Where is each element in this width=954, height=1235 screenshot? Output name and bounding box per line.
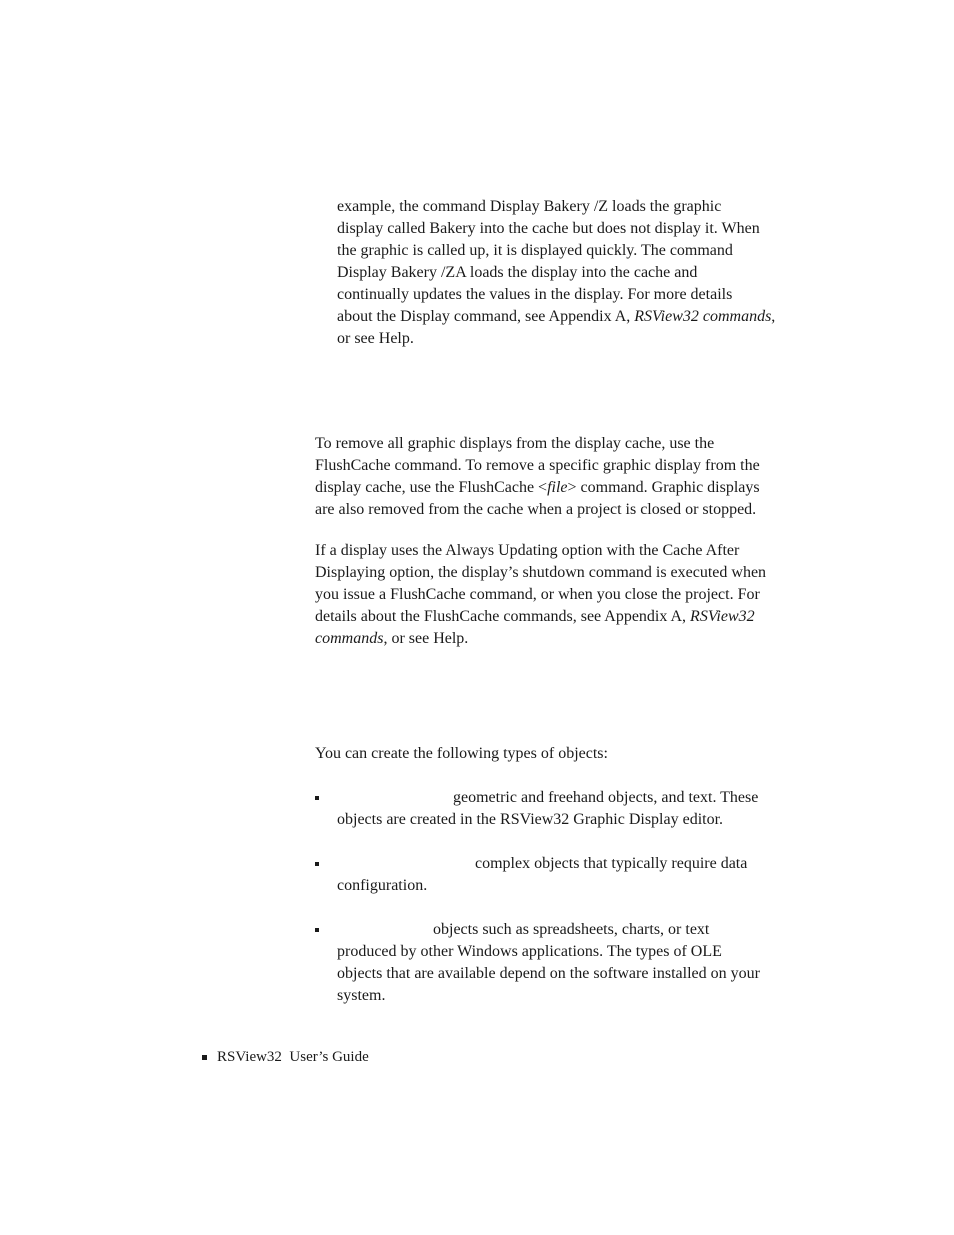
text-line: system. — [337, 987, 386, 1004]
text-line — [337, 787, 782, 809]
text-run: display cache, use the FlushCache < — [315, 479, 548, 496]
text-run: details about the FlushCache commands, see Appendix A, — [315, 608, 691, 625]
text-line — [315, 606, 785, 628]
text-line — [315, 477, 785, 499]
text-line: you issue a FlushCache command, or when you close the project. For — [315, 586, 760, 603]
text-line — [337, 306, 787, 328]
text-line: To remove all graphic displays from the display cache, use the — [315, 435, 715, 452]
page-footer: RSView32 User’s Guide — [217, 1049, 369, 1065]
text-line — [315, 628, 785, 650]
text-run: about the Display command, see Appendix A, — [337, 308, 635, 325]
paragraph-display-cache-example — [337, 196, 787, 350]
list-item — [337, 853, 782, 897]
text-line: configuration. — [337, 877, 428, 894]
list-item — [337, 919, 782, 1007]
text-line: produced by other Windows applications. The types of OLE — [337, 943, 722, 960]
text-line: objects that are available depend on the software installed on your — [337, 965, 760, 982]
text-line: the graphic is called up, it is displayed quickly. The command — [337, 242, 733, 259]
text-line — [337, 853, 782, 875]
text-line — [337, 919, 782, 941]
bullet-icon — [315, 928, 319, 932]
italic-reference: RSView32 commands — [634, 308, 772, 325]
text-run: > command. Graphic displays — [567, 479, 760, 496]
paragraph-remove-displays — [315, 433, 785, 521]
italic-reference: RSView32 — [690, 608, 755, 625]
text-line: continually updates the values in the display. For more details — [337, 286, 733, 303]
text-line: example, the command Display Bakery /Z loads the graphic — [337, 198, 722, 215]
bullet-icon — [315, 862, 319, 866]
italic-reference: commands — [315, 630, 384, 647]
text-line: Displaying option, the display’s shutdown command is executed when — [315, 564, 767, 581]
paragraph-object-types-intro — [315, 743, 785, 765]
text-run: , or see Help. — [383, 630, 469, 647]
footer-bullet-icon — [202, 1055, 207, 1060]
text-run: complex objects that typically require data — [475, 855, 748, 872]
text-line: or see Help. — [337, 330, 414, 347]
text-run: objects such as spreadsheets, charts, or text — [433, 921, 710, 938]
text-line: You can create the following types of objects: — [315, 745, 608, 762]
text-run: geometric and freehand objects, and text. These — [453, 789, 759, 806]
paragraph-always-updating — [315, 540, 785, 650]
text-line: display called Bakery into the cache but does not display it. When — [337, 220, 760, 237]
list-item — [337, 787, 782, 831]
italic-placeholder: file — [547, 479, 568, 496]
text-line: Display Bakery /ZA loads the display into the cache and — [337, 264, 698, 281]
bullet-icon — [315, 796, 319, 800]
text-line: If a display uses the Always Updating option with the Cache After — [315, 542, 740, 559]
text-run: , — [771, 308, 776, 325]
text-line: are also removed from the cache when a project is closed or stopped. — [315, 501, 757, 518]
text-line: FlushCache command. To remove a specific graphic display from the — [315, 457, 760, 474]
text-line: objects are created in the RSView32 Graphic Display editor. — [337, 811, 724, 828]
